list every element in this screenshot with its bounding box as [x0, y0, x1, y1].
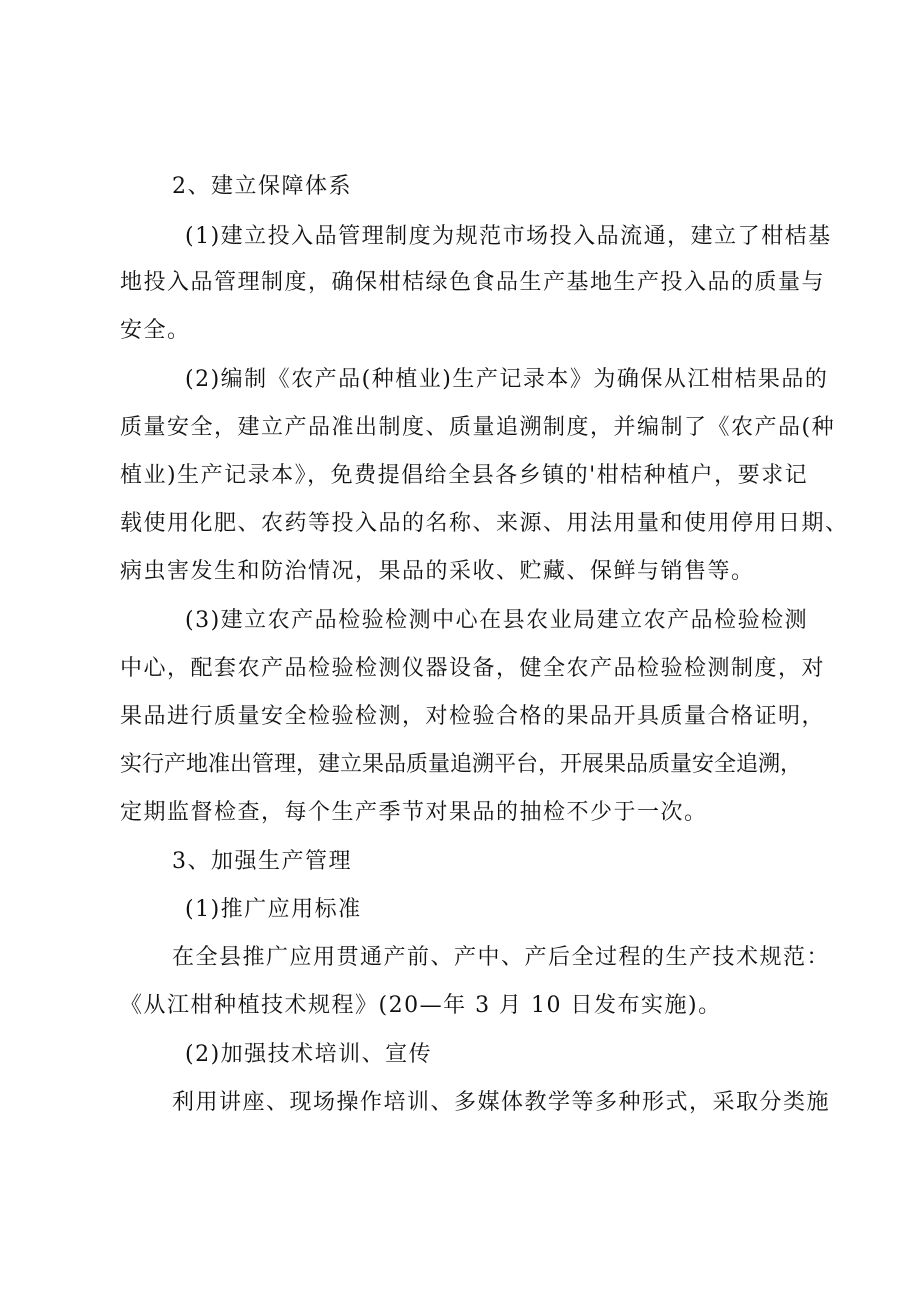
paragraph-line: 地投入品管理制度，确保柑桔绿色食品生产基地生产投入品的质量与: [120, 270, 826, 295]
paragraph-line: 中心，配套农产品检验检测仪器设备，健全农产品检验检测制度，对: [120, 656, 826, 681]
section-heading: 3、加强生产管理: [172, 849, 352, 874]
item-heading: (2)加强技术培训、宣传: [185, 1042, 433, 1067]
paragraph-line: 果品进行质量安全检验检测，对检验合格的果品开具质量合格证明，: [120, 704, 826, 729]
item-heading: (1)推广应用标准: [185, 897, 362, 922]
paragraph-line: 植业)生产记录本》，免费提倡给全县各乡镇的'柑桔种植户，要求记: [120, 463, 809, 488]
paragraph-line: 《从江柑种植技术规程》(20—年 3 月 10 日发布实施)。: [120, 993, 722, 1018]
paragraph-line: 实行产地准出管理，建立果品质量追溯平台，开展果品质量安全追溯，: [120, 752, 803, 777]
paragraph-line: (3)建立农产品检验检测中心在县农业局建立农产品检验检测: [185, 608, 809, 633]
paragraph-line: (1)建立投入品管理制度为规范市场投入品流通，建立了柑桔基: [185, 224, 832, 249]
paragraph-line: 质量安全，建立产品准出制度、质量追溯制度，并编制了《农产品(种: [120, 415, 836, 440]
paragraph-line: 载使用化肥、农药等投入品的名称、来源、用法用量和使用停用日期、: [120, 511, 849, 536]
paragraph-line: 定期监督检查，每个生产季节对果品的抽检不少于一次。: [120, 800, 708, 825]
paragraph-line: 病虫害发生和防治情况，果品的采收、贮藏、保鲜与销售等。: [120, 559, 755, 584]
paragraph-line: 在全县推广应用贯通产前、产中、产后全过程的生产技术规范：: [172, 945, 831, 970]
paragraph-line: 安全。: [120, 318, 191, 343]
paragraph-line: (2)编制《农产品(种植业)生产记录本》为确保从江柑桔果品的: [185, 367, 829, 392]
section-heading: 2、建立保障体系: [172, 174, 352, 199]
paragraph-line: 利用讲座、现场操作培训、多媒体教学等多种形式，采取分类施: [172, 1090, 831, 1115]
